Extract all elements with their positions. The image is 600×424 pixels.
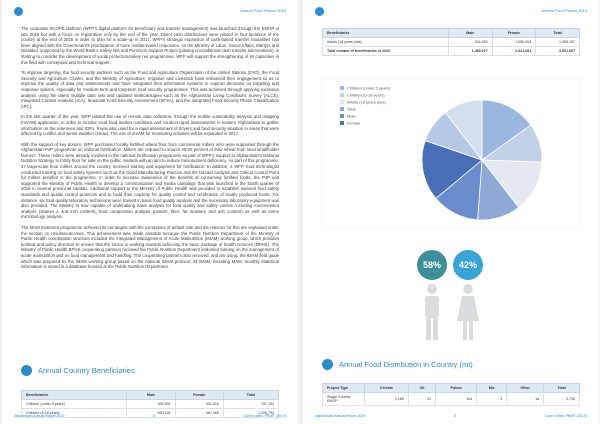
table-cell: Single Country EMOP (323, 393, 365, 406)
column-header: Other (507, 384, 544, 393)
table-cell: Children (under 5 years) (22, 400, 127, 409)
female-percentage: 42% (458, 260, 477, 270)
section-title-food-distribution (322, 359, 473, 370)
male-percentage-icon (417, 250, 447, 280)
legend-label: Male (347, 113, 356, 119)
footer-left: Afghanistan Annual Report 2019 (315, 414, 366, 418)
right-page (303, 0, 599, 424)
footer-right: Cover Letter, PBWT (2019) (544, 414, 587, 418)
column-header: Total (544, 384, 580, 393)
female-percentage-icon (453, 250, 483, 280)
section-title-beneficiaries (21, 365, 135, 376)
column-header: Mix (477, 384, 507, 393)
table-cell: 395,394 (127, 400, 175, 409)
table-cell: Total number of beneficiaries in 2016 (323, 47, 449, 56)
legend-swatch (340, 86, 344, 90)
legend-swatch (340, 100, 344, 104)
table-cell: 1,480,077 (448, 47, 492, 56)
wfp-logo-icon (315, 7, 324, 16)
column-header: Total (536, 29, 580, 38)
table-cell: 467,965 (175, 409, 223, 418)
section-icon (21, 365, 32, 376)
table-cell: 1,050,904 (492, 38, 536, 47)
column-header: Female (492, 29, 536, 38)
table-row (22, 400, 279, 409)
legend-label: Children (under 5 years) (347, 85, 391, 91)
legend-swatch (340, 114, 344, 118)
column-header: Total (223, 391, 278, 400)
table-cell: 104 (436, 393, 477, 406)
footer (14, 414, 286, 418)
column-header: Male (448, 29, 492, 38)
column-header: Beneficiaries (22, 391, 127, 400)
food-distribution-table (322, 383, 580, 406)
table-cell: 3 (477, 393, 507, 406)
table-row (323, 47, 580, 56)
male-percentage: 58% (422, 260, 441, 270)
table-cell: 1,595,167 (536, 38, 580, 47)
table-cell: 534,943 (448, 38, 492, 47)
table-cell: 3,798 (544, 393, 580, 406)
paragraph: In the last quarter of the year, WFP piloted the use of remote data collection, through the mobile vulnerability analysis and mapping (mVAM) application, in order to monitor local food market conditions and conduct rapid assessments in eastern Afghanistan to gather information on the returnees and IDPs. It was also used for a rapid assessment of drivers and food security situation in areas that were affected by conflict and winter weather (snow). The use of mVAM for monitoring activities will be expanded in 2017. (21, 114, 279, 137)
section-title-text: Annual Country Beneficiaries (38, 366, 135, 375)
legend-swatch (340, 107, 344, 111)
table-cell: 22 (408, 393, 435, 406)
legend-label: Adults (18 years plus) (347, 99, 386, 105)
legend-swatch (340, 93, 344, 97)
body-text (21, 26, 279, 275)
section-icon (322, 359, 333, 370)
column-header: Cereals (365, 384, 409, 393)
column-header: Pulses (436, 384, 477, 393)
column-header: Female (175, 391, 223, 400)
male-figure-icon (417, 283, 447, 343)
page-number: 9 (454, 414, 457, 418)
pie (422, 100, 542, 220)
beneficiaries-table-continued (322, 28, 580, 56)
footer-right: Cover Letter, PBWT (2019) (243, 414, 286, 418)
table-cell: Children (5-18 years) (22, 409, 127, 418)
table-cell: 550,135 (127, 409, 175, 418)
table-header-row (22, 391, 279, 400)
paragraph: The MAM treatment programme achieved its set targets with the exceptions of default rate and the reasons for this are explained under the section on results/outcomes. This achievement was made possible because the Public Nutrition Department of the Ministry of Public Health coordination structure included the Integrated Management of Acute Malnutrition (IMAM) working group, which provides political and policy direction to ensure that the sector is working towards achieving the basic package of health services (BPHS). The Ministry of Public Health BPHS cooperating partners received the Public Nutrition Department endorsed training on the management of acute malnutrition and on food management and handling. The cooperating partners also received, and are using, the IMAM field guide which was prepared by the IMAM working group based on the national IMAM protocol. All IMAM, including MAM, monthly statistical information is stored in a database housed at the Public Nutrition Department. (21, 225, 279, 270)
column-header: Beneficiaries (323, 29, 449, 38)
legend-swatch (340, 121, 344, 125)
table-cell: 3,501,667 (536, 47, 580, 56)
table-cell: 3,269 (365, 393, 409, 406)
column-header: Male (127, 391, 175, 400)
paragraph: To improve targeting, the food security partners such as the Food and Agriculture Organization of the United Nations (FAO), the Food Security and Agriculture Cluster, and the Ministry of Agriculture, Irrigation and Livestock have enhanced their engagement so as to improve the quality of data and assessments and have integrated their information systems to support decisions on targeting and response options, especially for medium-term and long-term food security programmes. This was achieved through applying extensive analysis using the latest multiple data sets and updated methodologies such as the Afghanistan Living Conditions Survey (ALCS), Integrated Context Analysis (ICA), Seasonal Food Security Assessment (SFSA), and the Integrated Food Security Phase Classification (IPC). (21, 70, 279, 109)
paragraph: The corporate SCOPE platform (WFP's digital platform for beneficiary and transfer management) was launched through the EMOP in late 2016 but with a focus on registration only by the end of the year. Direct cash distributions were piloted in four locations of the country at the end of 2016 in order to plan for a scale-up in 2017. WFP's strategic expansion of cash-based transfer modalities has been aligned with the Government's prioritization of more market-based responses. As the Ministry of Labor, Social Affairs, Martyrs and Disabled, supported by the World Bank's Safety Net and Pensions Support Project (piloting unconditional cash transfer interventions), is starting to consider the development of social protection/safety net programmes, WFP will support the strengthening of its capacities in this field with conceptual and technical support. (21, 26, 279, 65)
legend-label: Children (5-18 years) (347, 92, 385, 98)
table-cell: 2,021,681 (492, 47, 536, 56)
column-header: Oil (408, 384, 435, 393)
table-cell: 787,154 (223, 400, 278, 409)
header-text: Annual Food Report 2019 (541, 8, 587, 13)
legend-label: Female (347, 120, 361, 126)
table-header-row (323, 384, 580, 393)
section-title-text: Annual Food Distribution in Country (mt) (339, 360, 473, 369)
page-number: 8 (153, 414, 156, 418)
table-row (323, 38, 580, 47)
left-page (2, 0, 298, 424)
wfp-logo-icon (14, 7, 23, 16)
table-row (323, 393, 580, 406)
legend-label: Total (347, 106, 356, 112)
female-figure-icon (453, 283, 483, 343)
footer (315, 414, 587, 418)
table-cell: 1,026,794 (223, 409, 278, 418)
table-cell: Adults (18 years plus) (323, 38, 449, 47)
paragraph: With the support of key donors, WFP purchased locally fortified wheat flour from commercial millers who were supported through the Afghanistan P4P programme on national fortification. Millers are required to source 40-50 percent of their wheat from local smallholder farmers. These millers were already involved in the national fortification programme as part of WFP's support to Afghanistan's National Nutrition Strategy to fortify flour for sale on the public markets with an aim to reduce micronutrient deficiency. As part of this programme, 27 large-scale flour millers around the country received training and equipment for fortification. In addition, a WFP, food technologist conducted training on food safety systems such as the Good Manufacturing Practice and the Hazard Analysis and Critical Control Point for millers enrolled in the programme. In order to increase awareness of the benefits of consuming fortified foods, the P4P unit supported the Ministry of Public Health to develop a communication and media campaign that was launched in the fourth quarter of 2016 in several provincial capitals. Additional support to the Ministry of Public Health was provided to establish national food safety standards and quality control protocols and to build their capacity for quality control and certification of locally produced foods. For instance, six food quality laboratory technicians were trained in basic food quality analysis and the necessary laboratory equipment was also provided. The Ministry is now capable of undertaking basic analysis for food quality and safety control, including micronutrient analysis (vitamin A and iron content), food composition analysis (protein, fiber, fat moisture and ash content) as well as some microbiology analysis. (21, 141, 279, 220)
beneficiaries-pie-chart (322, 78, 580, 228)
footer-left: Afghanistan Annual Report 2019 (14, 414, 65, 418)
table-cell: 391,816 (175, 400, 223, 409)
header-text: Annual Food Report 2019 (240, 8, 286, 13)
column-header: Project Type (323, 384, 365, 393)
table-header-row (323, 29, 580, 38)
table-cell: 1a (507, 393, 544, 406)
